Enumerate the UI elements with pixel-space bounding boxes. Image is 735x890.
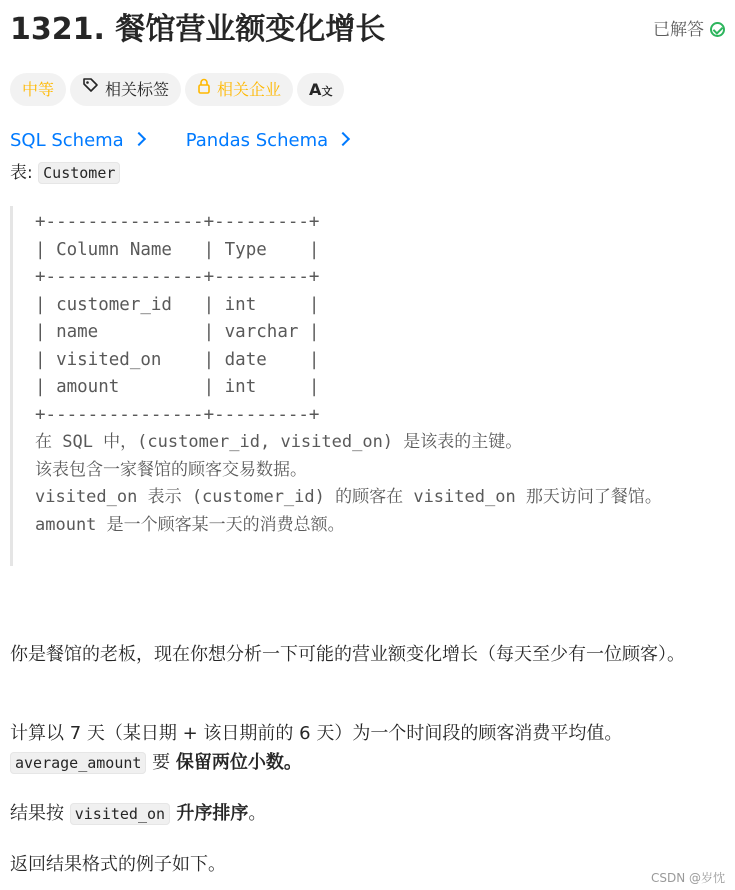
tag-bar [10,73,348,106]
average-amount-code: average_amount [10,752,146,774]
schema-note: visited_on 表示 (customer_id) 的顾客在 visited_on 那天访问了餐馆。 [35,487,662,507]
related-companies-label: 相关企业 [217,80,282,99]
schema-notes [35,429,715,539]
requirement-text: 计算以 7 天（某日期 + 该日期前的 6 天）为一个时间段的顾客消费平均值。 [10,723,623,744]
pandas-schema-link[interactable]: Pandas Schema [186,130,348,151]
sort-end: 。 [248,803,267,824]
chevron-right-icon [132,132,146,146]
watermark: CSDN @岁忱 [650,871,725,885]
description-paragraph [10,719,725,778]
translate-icon: A文 [309,80,333,99]
solved-status[interactable] [653,18,725,42]
requirement-mid: 要 [146,752,176,773]
title-row [10,8,725,56]
requirement-bold: 保留两位小数。 [175,752,302,773]
schema-links [10,130,390,158]
schema-ascii-table: +---------------+---------+ | Column Name | Type | +---------------+---------+ | customer_id | int | | name | varchar | | visited_on | date | | amount | int | +---------------+---------+ [35,212,320,425]
difficulty-badge[interactable]: 中等 [10,73,66,106]
problem-title: 1321. 餐馆营业额变化增长 [10,12,386,47]
schema-note: 在 SQL 中，(customer_id, visited_on) 是该表的主键。 [35,432,523,452]
chevron-right-icon [336,132,350,146]
table-name-line [10,160,120,186]
schema-note: 该表包含一家餐馆的顾客交易数据。 [35,459,307,480]
schema-block [10,206,730,566]
description-paragraph: 你是餐馆的老板，现在你想分析一下可能的营业额变化增长（每天至少有一位顾客）。 [10,644,685,665]
check-circle-icon [710,22,725,37]
related-tags-label: 相关标签 [105,80,170,99]
description-paragraph: 返回结果格式的例子如下。 [10,854,226,875]
visited-on-code: visited_on [70,803,170,825]
lock-icon [197,72,211,105]
sort-text: 结果按 [10,803,70,824]
related-companies-button[interactable] [185,73,293,106]
table-label: 表: [10,163,39,183]
sql-schema-link[interactable]: SQL Schema [10,130,144,151]
sort-bold: 升序排序 [170,803,249,824]
related-tags-button[interactable] [70,73,181,106]
table-name-code: Customer [38,162,120,184]
tag-icon [82,72,99,105]
description-paragraph [10,799,725,829]
translate-button[interactable] [297,73,344,106]
schema-note: amount 是一个顾客某一天的消费总额。 [35,514,345,535]
solved-label: 已解答 [653,20,704,40]
